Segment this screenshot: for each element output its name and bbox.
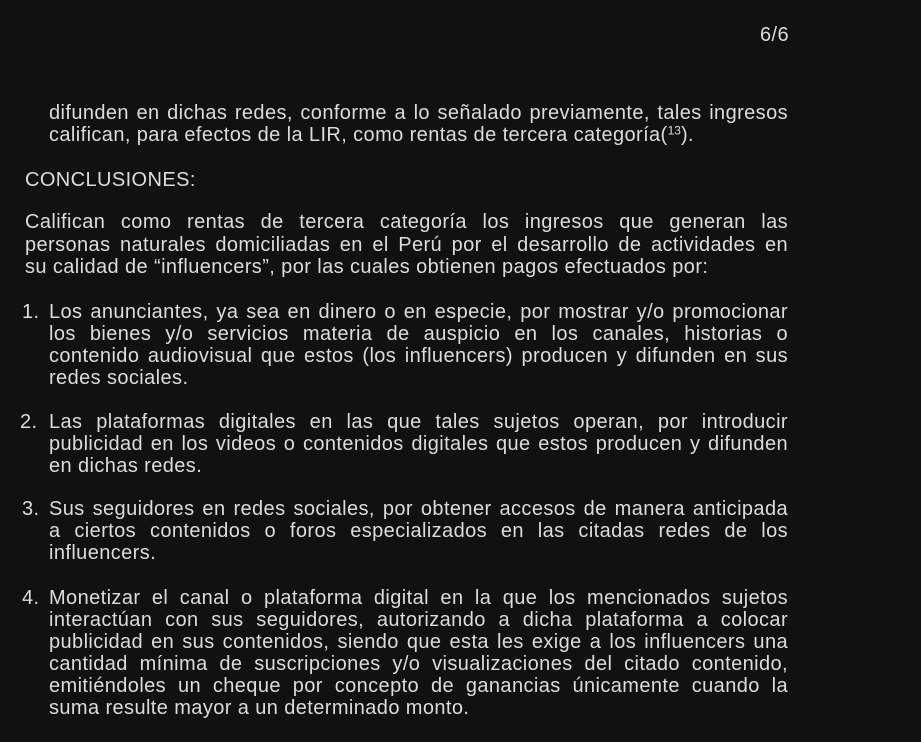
list-item-line: los bienes y/o servicios materia de auspicio en los canales, historias o [49,323,788,345]
list-number: 3. [22,498,40,520]
continuation-paragraph [49,102,788,146]
list-item-line: publicidad en los videos o contenidos digitales que estos producen y difunden [49,433,788,455]
list-item-line: Los anunciantes, ya sea en dinero o en especie, por mostrar y/o promocionar [49,301,788,323]
paragraph-line-text: califican, para efectos de la LIR, como rentas de tercera categoría( [49,124,668,146]
paragraph-line: su calidad de “influencers”, por las cuales obtienen pagos efectuados por: [25,256,709,278]
footnote-reference: 13 [667,123,681,138]
page-number: 6/6 [760,24,790,46]
list-item-line: cantidad mínima de suscripciones y/o visualizaciones del citado contenido, [49,653,788,675]
list-item-text [49,411,788,477]
list-item-line: contenido audiovisual que estos (los influencers) producen y difunden en sus [49,345,788,367]
list-number: 4. [22,587,40,609]
paragraph-line: personas naturales domiciliadas en el Perú por el desarrollo de actividades en [25,233,788,256]
list-item-line: influencers. [49,542,157,564]
list-number: 1. [22,301,40,323]
conclusions-intro [25,211,788,279]
paragraph-line: difunden en dichas redes, conforme a lo señalado previamente, tales ingresos [49,102,788,124]
list-item-text [49,498,788,564]
list-item-line: a ciertos contenidos o foros especializados en las citadas redes de los [49,520,788,542]
list-item-line: en dichas redes. [49,455,203,477]
list-item-line: interactúan con sus seguidores, autorizando a dicha plataforma a colocar [49,609,788,631]
list-item-text [49,587,788,719]
list-item-line: suma resulte mayor a un determinado monto. [49,697,470,719]
list-item-line: Sus seguidores en redes sociales, por obtener accesos de manera anticipada [49,498,788,520]
list-item-line: redes sociales. [49,367,189,389]
list-item-text [49,301,788,389]
list-item-line: publicidad en sus contenidos, siendo que esta les exige a los influencers una [49,631,788,653]
list-item-line: emitiéndoles un cheque por concepto de ganancias únicamente cuando la [49,675,788,697]
paragraph-line: Califican como rentas de tercera categoría los ingresos que generan las [25,211,788,233]
paragraph-line-end: ). [680,124,695,146]
list-item-line: Las plataformas digitales en las que tales sujetos operan, por introducir [49,411,788,433]
paragraph-line [49,124,788,146]
list-number: 2. [20,411,38,433]
list-item-line: Monetizar el canal o plataforma digital en la que los mencionados sujetos [49,587,788,609]
conclusions-heading: CONCLUSIONES: [25,169,196,191]
